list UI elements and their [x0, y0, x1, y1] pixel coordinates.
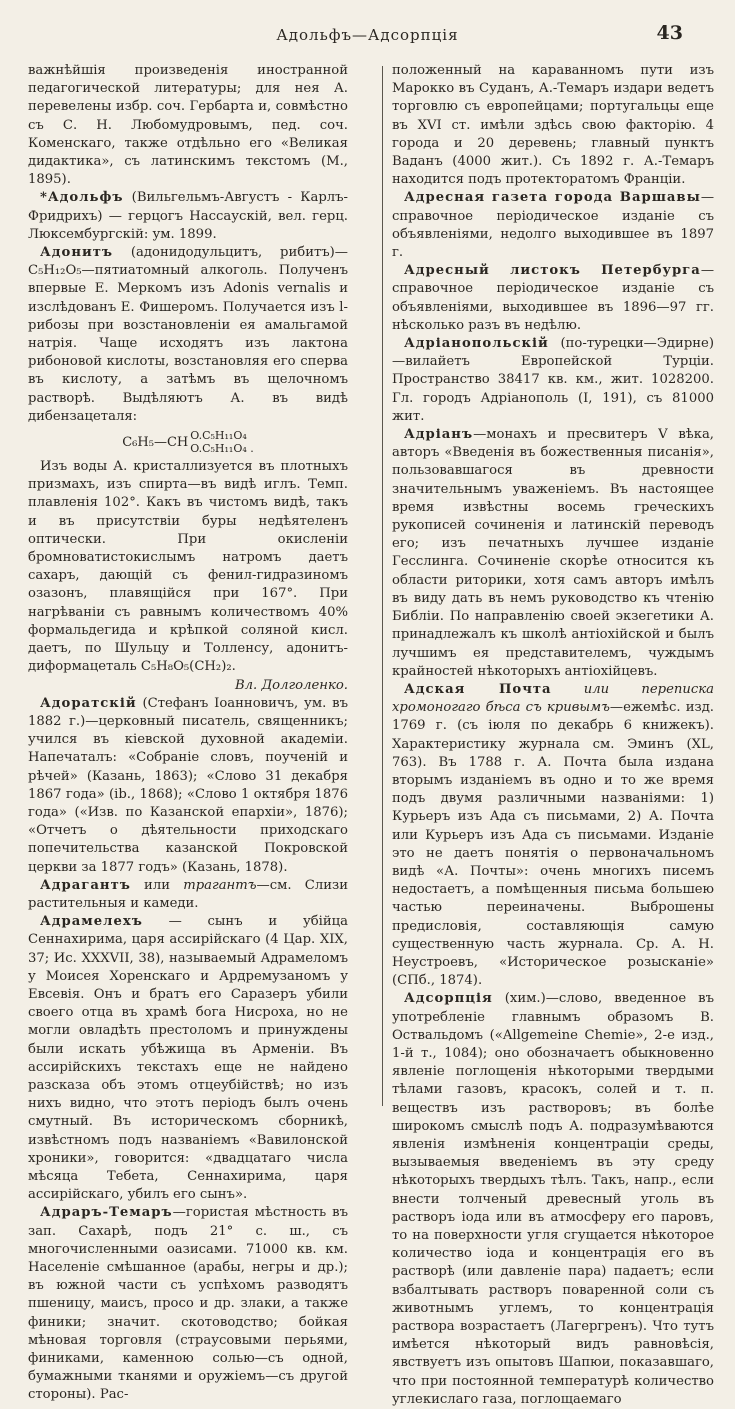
right-column [392, 62, 714, 1409]
entry-italic: трагантъ [183, 877, 257, 893]
entry-text: —справочное періодическое изданіе съ объявленіями, выходившее въ 1896—97 гг. нѣсколько разъ въ недѣлю. [392, 263, 714, 333]
left-column [28, 62, 348, 1405]
formula-top: O.C₅H₁₁O₄ [190, 429, 247, 443]
entry-adrar-temar [28, 1204, 348, 1404]
entry-text: (Вильгельмъ-Августъ - Карлъ-Фридрихъ) — герцогъ Нассаускій, вел. герц. Люксембургскій: ум. 1899. [28, 190, 348, 242]
entry-warsaw-gazette [392, 189, 714, 262]
running-head: Адольфъ—Адсорпція [276, 26, 459, 44]
continued-paragraph: положенный на караванномъ пути изъ Марокко въ Суданъ, А.-Темаръ издари ведетъ торговлю съ европейцами; португальцы еще въ XVI ст. имѣли здѣсь свою факторію. 4 города и 20 деревень; главный пунктъ Ваданъ (4000 жит.). Съ 1892 г. А.-Темаръ находится подъ протекторатомъ Франціи. [392, 63, 714, 188]
entry-text: —см. Слизи растительныя и камеди. [28, 877, 348, 911]
entry-text: —монахъ и пресвитеръ V вѣка, авторъ «Введенія въ божественныя писанія», пользовавшагося въ древности значительнымъ уваженіемъ. Въ настоящее время извѣстны восемь греческихъ рукописей сочиненія и латинскій переводъ его; изъ печатныхъ лучшее изданіе Гесслинга. Сочиненіе скорѣе относится къ области риторики, хотя самъ авторъ имѣлъ въ виду дать въ немъ руководство къ чтенію Библіи. По направленію своей экзегетики А. принадлежалъ къ школѣ антіохійской и былъ лучшимъ ея представителемъ, чуждымъ крайностей нѣкоторыхъ антіохійцевъ. [392, 427, 714, 679]
entry-hell-post [392, 681, 714, 990]
entry-adramelech [28, 913, 348, 1204]
author-signature: Вл. Долголенко. [234, 677, 348, 693]
entry-text [552, 682, 584, 697]
headword: Адресная газета города Варшавы [404, 190, 701, 206]
formula-bottom: O.C₅H₁₁O₄ . [190, 442, 254, 456]
page-number: 43 [656, 22, 683, 44]
headword: Адріанопольскій [404, 336, 549, 352]
entry-text: (адонидодульцитъ, рибитъ)—C₅H₁₂O₅—пятиатомный алкоголь. Полученъ впервые Е. Меркомъ изъ Adonis vernalis и изслѣдованъ Е. Фишеромъ. Получается изъ l-рибозы при возстановленіи ея амальгамой натрія. Чаще исходятъ изъ лактона рибоновой кислоты, возстановляя его сперва въ кислоту, а затѣмъ въ щелочномъ растворѣ. Выдѣляютъ А. въ видѣ дибензацеталя: [28, 245, 348, 424]
entry-adrian [392, 426, 714, 681]
entry-text: —справочное періодическое изданіе съ объявленіями, недолго выходившее въ 1897 г. [392, 190, 714, 261]
headword: Адонитъ [40, 245, 114, 261]
page-header [0, 22, 735, 52]
entry-adoratsky [28, 695, 348, 877]
entry-italic: или переписка хромоногаго бѣса съ кривымъ [392, 681, 714, 716]
entry-adragant [28, 877, 348, 913]
entry-text: —гористая мѣстность въ зап. Сахарѣ, подъ 21° с. ш., съ многочисленными оазисами. 71000 кв. км. Населеніе смѣшанное (арабы, негры и др.); въ южной части съ успѣхомъ разводятъ пшеницу, маисъ, просо и др. злаки, а также финики; значит. скотоводство; бойкая мѣновая торговля (страусовыми перьями, финиками, каменною солью—съ одной, бумажными тканями и оружіемъ—съ другой стороны). Рас- [28, 1205, 348, 1403]
entry-text: —ежемѣс. изд. 1769 г. (съ іюля по декабрь 6 книжекъ). Характеристику журнала см. Эминъ (XL, 763). Въ 1788 г. А. Почта была издана вторымъ изданіемъ въ одно и то же время подъ двумя различными названіями: 1) Курьеръ изъ Ада съ письмами, 2) А. Почта или Курьеръ изъ Ада съ письмами. Изданіе это не даетъ понятія о первоначальномъ видѣ «А. Почты»: очень многихъ писемъ недостаетъ, а помѣщенныя письма большею частью переиначены. Выброшены предисловія, составляющія самую существенную часть журнала. Ср. А. Н. Неустроевъ, «Историческое розысканіе» (СПб., 1874). [392, 700, 715, 989]
entry-text: (Стефанъ Іоанновичъ, ум. въ 1882 г.)—церковный писатель, священникъ; учился въ кіевской духовной академіи. Напечаталъ: «Собраніе словъ, поученій и рѣчей» (Казань, 1863); «Слово 31 декабря 1867 года» (ib., 1868); «Слово 1 октября 1876 года» («Изв. по Казанской епархіи», 1876); «Отчетъ о дѣятельности приходскаго попечительства казанской Покровской церкви за 1877 годъ» (Казань, 1878). [28, 695, 348, 875]
headword: Адраръ-Темаръ [40, 1205, 173, 1221]
chemical-formula [28, 429, 348, 455]
entry-text: — сынъ и убійца Сеннахирима, царя ассирійскаго (4 Цар. XIX, 37; Ис. XXXVII, 38), называемый Адрамеломъ у Моисея Хоренскаго и Ардремузаномъ у Евсевія. Онъ и братъ его Саразеръ убили своего отца въ храмѣ бога Нисроха, но не могли овладѣть престоломъ и принуждены были искать убѣжища въ Арменіи. Въ ассирійскихъ текстахъ еще не найдено разсказа объ этомъ отцеубійствѣ; но изъ нихъ видно, что этотъ періодъ былъ очень смутный. Въ историческомъ сборникѣ, извѣстномъ подъ названіемъ «Вавилонской хроники», говорится: «двадцатаго числа мѣсяца Тебета, Сеннахирима, царя ассирійскаго, убилъ его сынъ». [28, 914, 348, 1203]
headword: Адресный листокъ Петербурга [404, 263, 701, 279]
entry-adolf [28, 189, 348, 244]
headword: Адсорпція [404, 991, 493, 1007]
headword: Адріанъ [404, 427, 474, 443]
entry-continuation: Изъ воды А. кристаллизуется въ плотныхъ призмахъ, изъ спирта—въ видѣ иглъ. Темп. плавленія 102°. Какъ въ чистомъ видѣ, такъ и въ присутствіи буры недѣятеленъ оптически. При окисленіи бромноватистокислымъ натромъ даетъ сахаръ, дающій съ фенил-гидразиномъ озазонъ, плавящійся при 167°. При нагрѣваніи съ равнымъ количествомъ 40% формальдегида и крѣпкой соляной кисл. даетъ, по Шульцу и Толленсу, адонитъ-диформацеталь C₅H₈O₅(CH₂)₂. [28, 459, 348, 675]
entry-adrianople [392, 335, 714, 426]
entry-petersburg-list [392, 262, 714, 335]
entry-text: (по-турецки—Эдирне)—вилайетъ Европейской Турціи. Пространство 38417 кв. км., жит. 1028200. Гл. городъ Адріанополь (I, 191), съ 81000 жит. [392, 336, 714, 424]
headword: Адоратскій [40, 695, 137, 711]
headword: *Адольфъ [40, 190, 124, 206]
headword: Адрагантъ [40, 877, 131, 893]
entry-adonit [28, 244, 348, 426]
continued-paragraph: важнѣйшія произведенія иностранной педагогической литературы; для нея А. перевелены избр. соч. Гербарта и, совмѣстно съ С. Н. Любомудровымъ, пед. соч. Коменскаго, также отдѣльно его «Великая дидактика», съ латинскимъ текстомъ (М., 1895). [28, 63, 348, 188]
formula-main: C₆H₅—CH [122, 434, 189, 450]
entry-text: или [130, 877, 184, 893]
headword: Адская Почта [404, 681, 552, 697]
headword: Адрамелехъ [40, 914, 143, 930]
entry-text: (хим.)—слово, введенное въ употребленіе главнымъ образомъ В. Оствальдомъ («Allgemeine Chemie», 2-е изд., 1-й т., 1084); оно обозначаетъ обыкновенно явленіе поглощенія нѣкоторыми твердыми тѣлами газовъ, красокъ, солей и т. п. веществъ изъ растворовъ; въ болѣе широкомъ смыслѣ подъ А. подразумѣваются явленія измѣненія концентраціи среды, вызываемыя введеніемъ въ эту среду нѣкоторыхъ твердыхъ тѣлъ. Такъ, напр., если внести толченый древесный уголь въ растворъ іода или въ атмосферу его паровъ, то на поверхности угля сгущается нѣкоторое количество іода и концентрація его въ растворѣ (или давленіе пара) падаетъ; если взбалтывать растворъ поваренной соли съ животнымъ углемъ, то концентрація раствора возрастаетъ (Лагергренъ). Что тутъ имѣется нѣкоторый видъ равновѣсія, явствуетъ изъ опытовъ Шапюи, показавшаго, что при постоянной температурѣ количество углекислаго газа, поглощаемаго [392, 991, 714, 1407]
entry-adsorption [392, 990, 714, 1409]
column-divider [382, 66, 383, 1106]
